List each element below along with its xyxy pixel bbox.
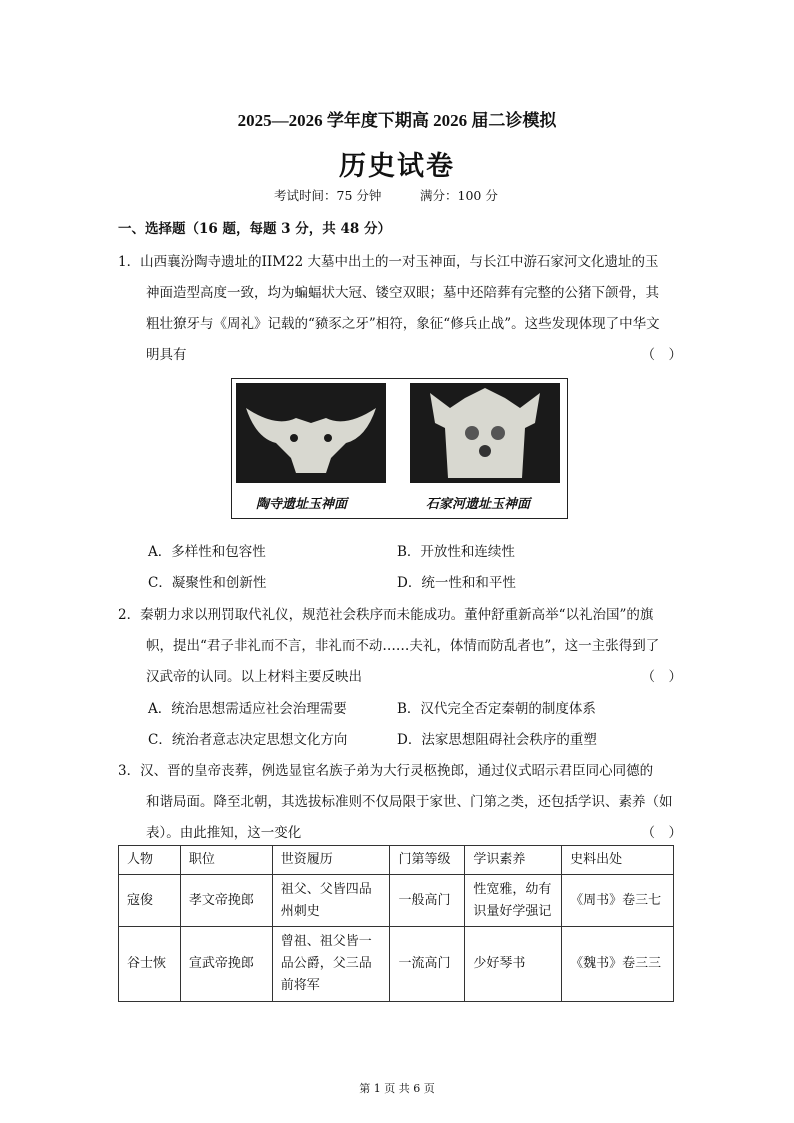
table-header: 世资履历	[272, 846, 390, 875]
table-row	[119, 927, 674, 1002]
table-header: 史料出处	[562, 846, 674, 875]
q3-line: 3．汉、晋的皇帝丧葬，例选显宦名族子弟为大行灵柩挽郎，通过仪式昭示君臣同心同德的	[118, 763, 654, 779]
table-header-row	[119, 846, 674, 875]
answer-bracket: （ ）	[641, 669, 682, 685]
page-footer: 第 1 页 共 6 页	[359, 1082, 435, 1095]
jade-mask-figure	[231, 378, 568, 519]
table-cell: 一般高门	[390, 875, 465, 927]
q2-option-a[interactable]: A．统治思想需适应社会治理需要	[148, 701, 347, 717]
table-cell: 《周书》卷三七	[562, 875, 674, 927]
q1-option-a[interactable]: A．多样性和包容性	[148, 544, 266, 560]
answer-bracket: （ ）	[641, 347, 682, 363]
escort-selection-table	[118, 845, 674, 1002]
q2-option-b[interactable]: B．汉代完全否定秦朝的制度体系	[397, 701, 596, 717]
exam-title: 2025—2026 学年度下期高 2026 届二诊模拟	[237, 111, 557, 130]
q1-option-b[interactable]: B．开放性和连续性	[397, 544, 515, 560]
q2-line: 帜，提出“君子非礼而不言，非礼而不动……夫礼，体情而防乱者也”，这一主张得到了	[146, 638, 660, 654]
answer-bracket: （ ）	[641, 825, 682, 841]
q2-option-d[interactable]: D．法家思想阻碍社会秩序的重塑	[397, 732, 597, 748]
q2-line: 2．秦朝力求以刑罚取代礼仪，规范社会秩序而未能成功。董仲舒重新高举“以礼治国”的旗	[118, 607, 654, 623]
table-header: 人物	[119, 846, 181, 875]
q1-option-c[interactable]: C．凝聚性和创新性	[148, 575, 267, 591]
section-heading: 一、选择题（16 题，每题 3 分，共 48 分）	[118, 221, 391, 237]
q2-line: 汉武帝的认同。以上材料主要反映出	[146, 669, 362, 685]
table-header: 门第等级	[390, 846, 465, 875]
q1-line: 明具有	[146, 347, 187, 363]
q3-line: 表）。由此推知，这一变化	[146, 825, 302, 841]
q2-option-c[interactable]: C．统治者意志决定思想文化方向	[148, 732, 348, 748]
q1-line: 粗壮獠牙与《周礼》记载的“豮豕之牙”相符，象征“修兵止战”。这些发现体现了中华文	[146, 316, 660, 332]
table-row	[119, 875, 674, 927]
table-header: 学识素养	[465, 846, 562, 875]
figure-caption: 石家河遗址玉神面	[426, 497, 531, 512]
table-header: 职位	[180, 846, 272, 875]
table-cell: 寇俊	[119, 875, 181, 927]
table-cell: 一流高门	[390, 927, 465, 1002]
q1-line: 神面造型高度一致，均为蝙蝠状大冠、镂空双眼；墓中还陪葬有完整的公猪下颌骨，其	[146, 285, 659, 301]
table-cell: 谷士恢	[119, 927, 181, 1002]
table-cell: 性宽雅，幼有识量好学强记	[465, 875, 562, 927]
subject-title: 历史试卷	[339, 151, 455, 182]
q1-option-d[interactable]: D．统一性和和平性	[397, 575, 516, 591]
figure-caption: 陶寺遗址玉神面	[256, 497, 348, 512]
full-score: 满分：100 分	[420, 188, 498, 203]
q1-line: 1．山西襄汾陶寺遗址的IIM22 大墓中出土的一对玉神面，与长江中游石家河文化遗址的玉	[118, 254, 659, 270]
table-cell: 孝文帝挽郎	[180, 875, 272, 927]
table-cell: 曾祖、祖父皆一品公爵，父三品前将军	[272, 927, 390, 1002]
table-cell: 《魏书》卷三三	[562, 927, 674, 1002]
shijiahe-jade-mask-image	[410, 383, 560, 483]
table-cell: 少好琴书	[465, 927, 562, 1002]
q3-line: 和谐局面。降至北朝，其选拔标准则不仅局限于家世、门第之类，还包括学识、素养（如	[146, 794, 673, 810]
taosi-jade-mask-image	[236, 383, 386, 483]
exam-time: 考试时间：75 分钟	[274, 188, 382, 203]
table-cell: 祖父、父皆四品州刺史	[272, 875, 390, 927]
table-cell: 宣武帝挽郎	[180, 927, 272, 1002]
